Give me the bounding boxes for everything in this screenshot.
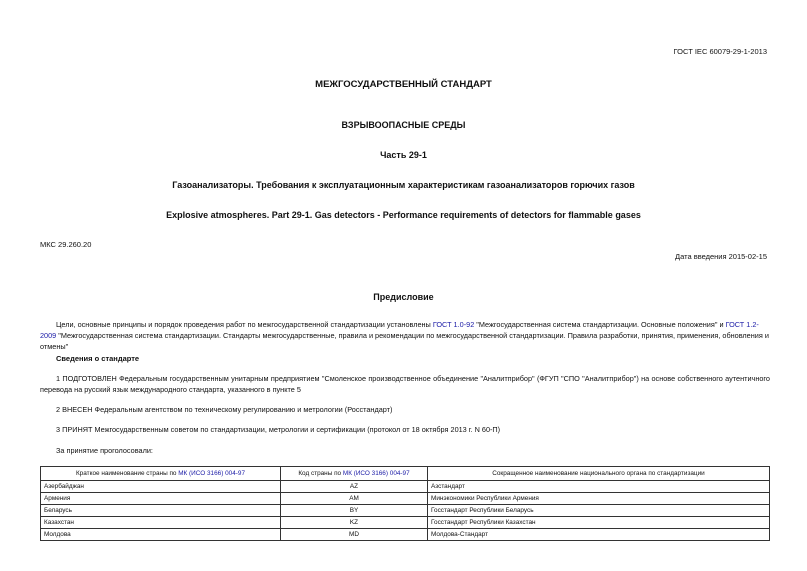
para1-text-c: "Межгосударственная система стандартизации. Стандарты межгосударственные, правила и рекомендации по межгосударственной стандартизации. Правила разработки, принятия, применения, обновления и отмены" [40,331,769,351]
standards-body: Госстандарт Республики Казахстан [428,517,770,529]
item-adopted: 3 ПРИНЯТ Межгосударственным советом по стандартизации, метрологии и сертификации (протокол от 18 октября 2013 г. N 60-П) [56,425,501,434]
heading-main: МЕЖГОСУДАРСТВЕННЫЙ СТАНДАРТ [315,79,492,90]
header-standards-body: Сокращенное наименование национального органа по стандартизации [428,467,770,481]
country-name: Азербайджан [41,481,281,493]
table-row [41,481,770,493]
country-code: BY [281,505,428,517]
introduction-date: Дата введения 2015-02-15 [675,252,767,261]
country-name: Беларусь [41,505,281,517]
country-name: Казахстан [41,517,281,529]
heading-subject: ВЗРЫВООПАСНЫЕ СРЕДЫ [341,120,466,130]
country-name: Армения [41,493,281,505]
country-code: AM [281,493,428,505]
document-code: ГОСТ IEC 60079-29-1-2013 [673,47,767,56]
standard-info-title: Сведения о стандарте [56,354,140,363]
preface-title: Предисловие [373,292,434,302]
header-country-code: Код страны по МК (ИСО 3166) 004-97 [281,467,428,481]
country-name: Молдова [41,529,281,541]
standards-body: Минэкономики Республики Армения [428,493,770,505]
para1-text-a: Цели, основные принципы и порядок проведения работ по межгосударственной стандартизации установлены [56,320,433,329]
table-row [41,529,770,541]
voted-label: За принятие проголосовали: [56,446,153,455]
title-english: Explosive atmospheres. Part 29-1. Gas detectors - Performance requirements of detectors for flammable gases [166,210,641,220]
title-russian: Газоанализаторы. Требования к эксплуатационным характеристикам газоанализаторов горючих газов [172,180,635,190]
gost-1-0-92-link[interactable]: ГОСТ 1.0-92 [432,320,475,329]
mk-iso-3166-link[interactable]: МК (ИСО 3166) 004-97 [178,470,246,477]
country-code: KZ [281,517,428,529]
table-row [41,517,770,529]
header-country-name: Краткое наименование страны по МК (ИСО 3166) 004-97 [41,467,281,481]
mks-code: МКС 29.260.20 [40,240,92,249]
country-code: AZ [281,481,428,493]
item-prepared: 1 ПОДГОТОВЛЕН Федеральным государственным унитарным предприятием "Смоленское производственное объединение "Аналитприбор" (ФГУП "СПО "Аналитприбор") на основе собственного аутентичного перевода на русский язык международного стандарта, указанного в пункте 5 [40,374,770,394]
country-code: MD [281,529,428,541]
heading-part: Часть 29-1 [380,150,427,160]
table-header-row [41,467,770,481]
para1-text-b: "Межгосударственная система стандартизации. Основные положения" и [474,320,726,329]
table-row [41,493,770,505]
mk-iso-3166-link[interactable]: МК (ИСО 3166) 004-97 [342,470,410,477]
voting-table [40,466,770,541]
standards-body: Госстандарт Республики Беларусь [428,505,770,517]
item-introduced: 2 ВНЕСЕН Федеральным агентством по техническому регулированию и метрологии (Росстандарт) [56,405,393,414]
preface-paragraph [40,319,770,352]
table-row [41,505,770,517]
standards-body: Молдова-Стандарт [428,529,770,541]
standards-body: Азстандарт [428,481,770,493]
gost-1-2-2009-link[interactable]: ГОСТ 1.2-2009 [40,320,759,340]
